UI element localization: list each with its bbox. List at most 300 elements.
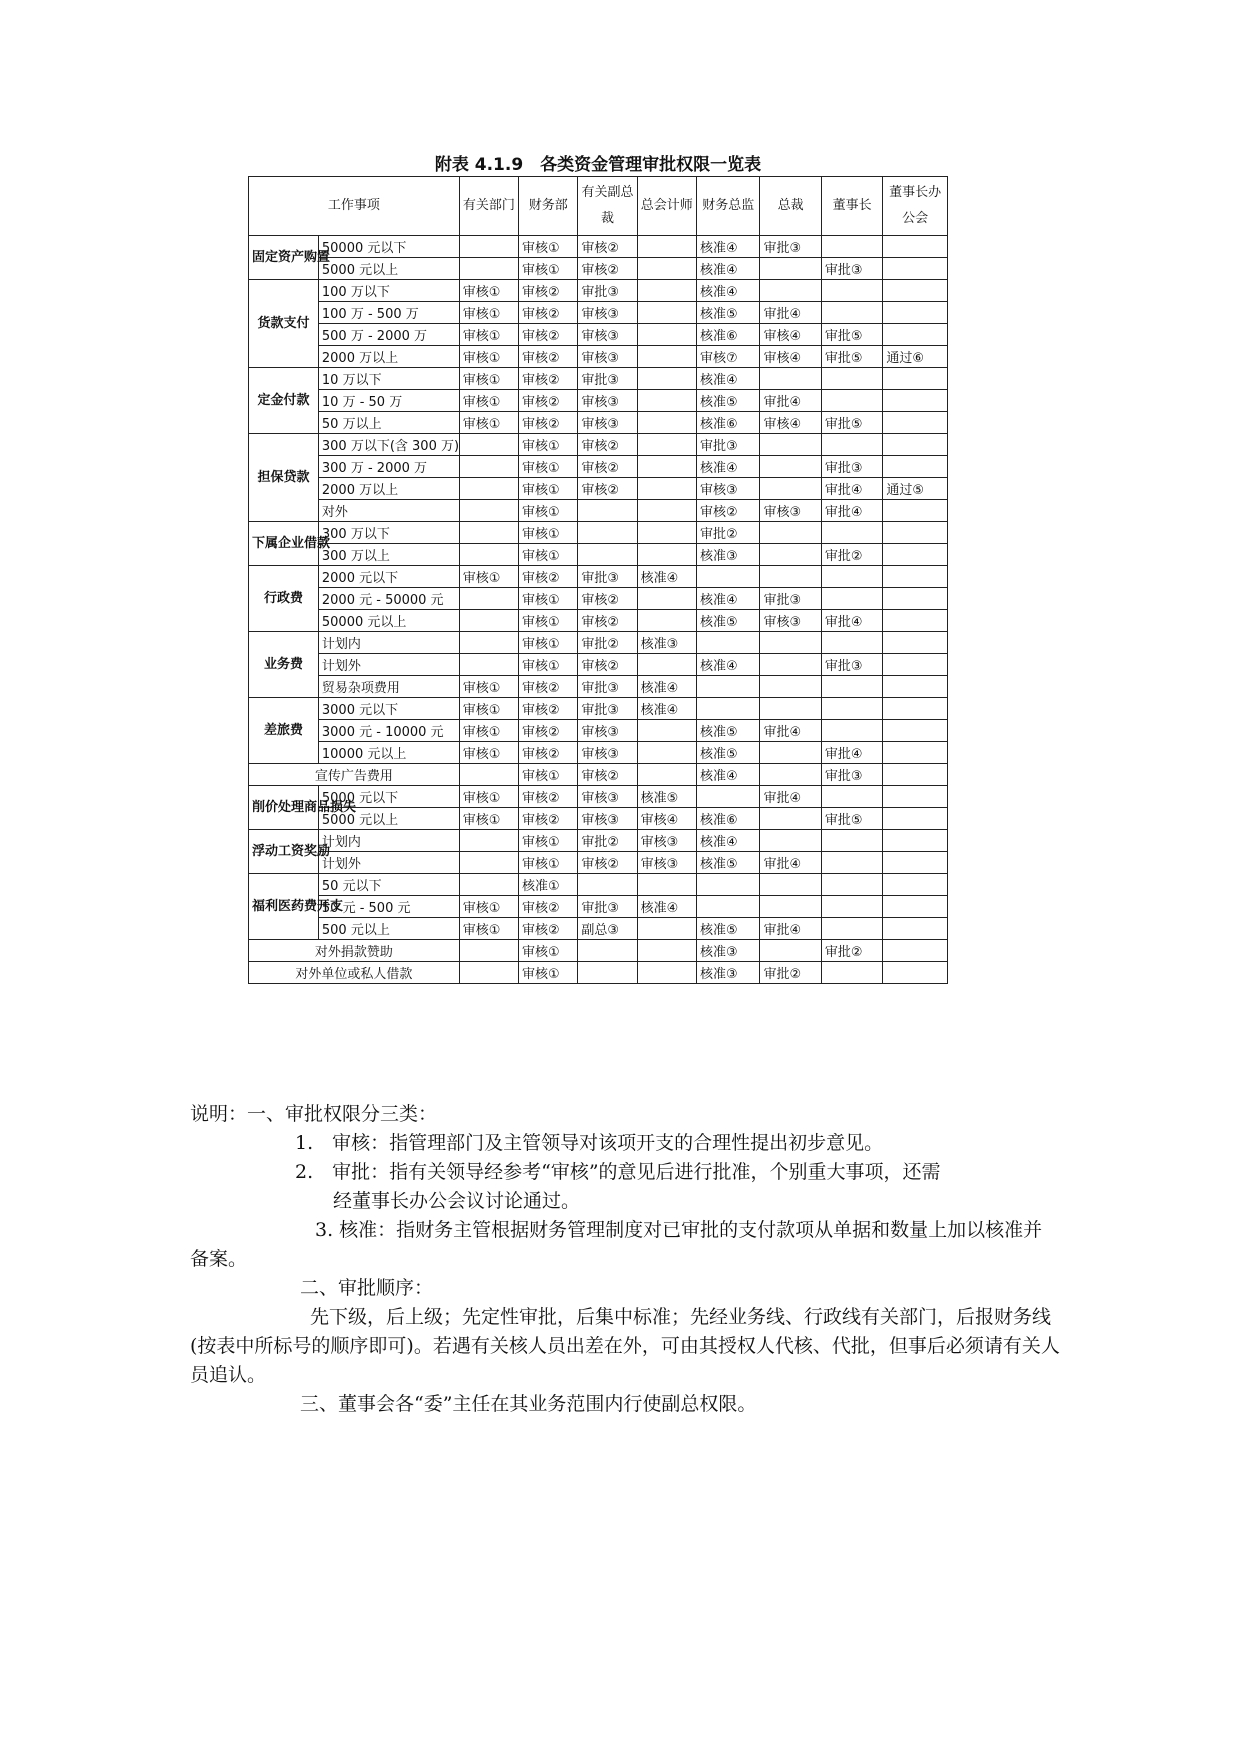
item-cell: 3000 元以下 [318, 698, 459, 720]
approval-cell [883, 368, 948, 390]
approval-cell: 核准③ [696, 962, 760, 984]
item-cell: 10 万以下 [318, 368, 459, 390]
table-row [249, 236, 948, 258]
approval-cell [459, 830, 518, 852]
approval-cell [637, 280, 696, 302]
approval-cell: 审批③ [578, 698, 637, 720]
approval-cell: 审核③ [637, 852, 696, 874]
approval-cell [821, 896, 882, 918]
item-cell: 5000 元以上 [318, 808, 459, 830]
approval-cell [883, 258, 948, 280]
approval-cell [696, 896, 760, 918]
approval-cell [696, 786, 760, 808]
approval-cell [760, 566, 821, 588]
approval-cell [883, 236, 948, 258]
approval-cell [883, 456, 948, 478]
item-cell: 100 万 - 500 万 [318, 302, 459, 324]
approval-cell: 审核② [519, 720, 578, 742]
approval-cell: 核准⑤ [637, 786, 696, 808]
approval-cell [883, 566, 948, 588]
item-cell: 50 万以上 [318, 412, 459, 434]
item-cell: 300 万以下(含 300 万) [318, 434, 459, 456]
table-row [249, 720, 948, 742]
approval-cell: 核准③ [637, 632, 696, 654]
table-row [249, 896, 948, 918]
approval-cell: 审批④ [821, 478, 882, 500]
approval-cell [459, 874, 518, 896]
approval-cell: 审核① [519, 544, 578, 566]
approval-cell: 审核② [519, 412, 578, 434]
approval-cell: 核准④ [696, 456, 760, 478]
approval-cell: 审核① [519, 456, 578, 478]
approval-cell: 审核③ [696, 478, 760, 500]
approval-cell: 核准⑥ [696, 808, 760, 830]
approval-cell: 审核② [519, 324, 578, 346]
approval-cell [821, 830, 882, 852]
approval-cell [883, 764, 948, 786]
approval-cell [821, 632, 882, 654]
approval-cell: 审核① [459, 786, 518, 808]
approval-cell: 审核② [519, 742, 578, 764]
item-cell: 10 万 - 50 万 [318, 390, 459, 412]
approval-cell: 审核② [578, 236, 637, 258]
approval-cell [821, 962, 882, 984]
approval-cell: 审核① [519, 940, 578, 962]
approval-cell [821, 522, 882, 544]
approval-cell [578, 522, 637, 544]
approval-cell: 审核② [578, 654, 637, 676]
table-row [249, 940, 948, 962]
item-cell: 100 万以下 [318, 280, 459, 302]
approval-cell [883, 500, 948, 522]
approval-cell: 核准④ [637, 566, 696, 588]
approval-cell [637, 324, 696, 346]
approval-cell: 审核② [519, 302, 578, 324]
category-cell: 业务费 [249, 632, 319, 698]
approval-cell [696, 874, 760, 896]
item-cell: 对外 [318, 500, 459, 522]
approval-cell [883, 698, 948, 720]
approval-cell [883, 720, 948, 742]
approval-cell [637, 478, 696, 500]
item-cell: 300 万以上 [318, 544, 459, 566]
row-label: 对外单位或私人借款 [249, 962, 460, 984]
approval-cell [883, 434, 948, 456]
approval-cell [637, 544, 696, 566]
approval-cell [821, 236, 882, 258]
item-cell: 300 万以下 [318, 522, 459, 544]
category-cell: 福利医药费开支 [249, 874, 319, 940]
approval-cell: 审核① [459, 390, 518, 412]
approval-cell [760, 654, 821, 676]
note-heading: 说明：一、审批权限分三类： [190, 1103, 438, 1125]
approval-cell [760, 522, 821, 544]
approval-cell [459, 478, 518, 500]
approval-cell: 核准⑤ [696, 852, 760, 874]
table-row [249, 368, 948, 390]
header-cell: 财务部 [519, 177, 578, 236]
approval-cell: 审核③ [578, 786, 637, 808]
approval-cell [637, 302, 696, 324]
approval-cell [883, 302, 948, 324]
approval-cell: 审核② [519, 896, 578, 918]
approval-cell: 审核③ [578, 808, 637, 830]
approval-cell [883, 610, 948, 632]
approval-authority-table [248, 176, 948, 984]
approval-cell: 审核② [578, 610, 637, 632]
approval-cell [821, 302, 882, 324]
approval-cell [821, 676, 882, 698]
approval-cell [760, 764, 821, 786]
item-cell: 10000 元以上 [318, 742, 459, 764]
approval-cell [821, 434, 882, 456]
table-row [249, 390, 948, 412]
header-cell: 工作事项 [249, 177, 460, 236]
approval-cell [637, 874, 696, 896]
approval-cell [696, 566, 760, 588]
approval-cell [760, 434, 821, 456]
approval-cell [883, 786, 948, 808]
approval-cell [760, 808, 821, 830]
item-cell: 50000 元以上 [318, 610, 459, 632]
approval-cell: 审核② [519, 390, 578, 412]
approval-cell: 审核② [519, 918, 578, 940]
approval-cell [883, 280, 948, 302]
item-cell: 计划内 [318, 830, 459, 852]
approval-cell [578, 500, 637, 522]
approval-cell: 审核④ [637, 808, 696, 830]
approval-cell [459, 456, 518, 478]
category-cell: 削价处理商品损失 [249, 786, 319, 830]
approval-cell: 审批② [578, 632, 637, 654]
header-cell: 有关部门 [459, 177, 518, 236]
table-row [249, 544, 948, 566]
item-cell: 2000 万以上 [318, 346, 459, 368]
approval-cell: 审批③ [821, 764, 882, 786]
approval-cell: 通过⑤ [883, 478, 948, 500]
approval-cell: 审核① [459, 412, 518, 434]
note-item: 3. 核准：指财务主管根据财务管理制度对已审批的支付款项从单据和数量上加以核准并备案。 [190, 1219, 1043, 1270]
approval-cell: 核准③ [696, 544, 760, 566]
header-cell: 财务总监 [696, 177, 760, 236]
table-row [249, 456, 948, 478]
approval-cell [637, 456, 696, 478]
approval-cell [760, 940, 821, 962]
approval-cell: 核准⑥ [696, 412, 760, 434]
category-cell: 固定资产购置 [249, 236, 319, 280]
header-cell: 董事长 [821, 177, 882, 236]
approval-cell [883, 654, 948, 676]
category-cell: 货款支付 [249, 280, 319, 368]
table-row [249, 852, 948, 874]
approval-cell [760, 698, 821, 720]
header-cell: 总裁 [760, 177, 821, 236]
approval-cell [760, 456, 821, 478]
table-row [249, 434, 948, 456]
note-item: 2. 审批：指有关领导经参考“审核”的意见后进行批准，个别重大事项，还需 [295, 1161, 941, 1183]
table-row [249, 478, 948, 500]
category-cell: 行政费 [249, 566, 319, 632]
approval-cell [821, 786, 882, 808]
approval-cell: 审核① [459, 566, 518, 588]
item-cell: 5000 元以上 [318, 258, 459, 280]
table-row [249, 742, 948, 764]
approval-cell: 审核③ [578, 742, 637, 764]
item-cell: 2000 元以下 [318, 566, 459, 588]
approval-cell [637, 918, 696, 940]
approval-cell: 核准④ [696, 764, 760, 786]
note-item: 经董事长办公会议讨论通过。 [333, 1190, 581, 1212]
item-cell: 500 万 - 2000 万 [318, 324, 459, 346]
approval-cell [637, 610, 696, 632]
row-label: 对外捐款赞助 [249, 940, 460, 962]
approval-cell: 审批② [578, 830, 637, 852]
approval-cell [821, 874, 882, 896]
approval-cell [760, 478, 821, 500]
approval-cell: 审核③ [578, 324, 637, 346]
table-row [249, 412, 948, 434]
approval-cell: 审批③ [821, 456, 882, 478]
approval-cell [578, 940, 637, 962]
approval-cell: 核准④ [637, 676, 696, 698]
table-row [249, 654, 948, 676]
approval-cell: 审核② [519, 566, 578, 588]
approval-cell: 审核① [459, 918, 518, 940]
table-row [249, 786, 948, 808]
approval-cell [459, 588, 518, 610]
approval-cell [578, 544, 637, 566]
approval-cell [883, 390, 948, 412]
table-row [249, 962, 948, 984]
approval-cell [637, 258, 696, 280]
approval-cell: 核准⑤ [696, 390, 760, 412]
approval-cell [883, 962, 948, 984]
approval-cell: 审批④ [821, 610, 882, 632]
table-row [249, 258, 948, 280]
approval-cell: 审核④ [760, 324, 821, 346]
approval-cell: 审批④ [821, 500, 882, 522]
approval-cell [637, 764, 696, 786]
approval-cell: 审批③ [578, 368, 637, 390]
approval-cell [821, 918, 882, 940]
approval-cell [760, 280, 821, 302]
approval-cell: 审批④ [760, 786, 821, 808]
approval-cell: 审核① [459, 346, 518, 368]
approval-cell: 审核① [519, 764, 578, 786]
approval-cell: 审核② [578, 258, 637, 280]
item-cell: 5000 元以下 [318, 786, 459, 808]
approval-cell: 通过⑥ [883, 346, 948, 368]
approval-cell: 审核① [519, 632, 578, 654]
approval-cell: 审批③ [760, 588, 821, 610]
approval-cell: 审核② [519, 368, 578, 390]
approval-cell: 核准④ [696, 258, 760, 280]
approval-cell: 副总③ [578, 918, 637, 940]
note-paragraph: 先下级，后上级；先定性审批，后集中标准；先经业务线、行政线有关部门，后报财务线(按表中所标号的顺序即可)。若遇有关核人员出差在外，可由其授权人代核、代批，但事后必须请有关人员追认。 [190, 1306, 1060, 1386]
approval-cell [637, 962, 696, 984]
header-cell: 总会计师 [637, 177, 696, 236]
approval-cell: 审核② [519, 786, 578, 808]
approval-cell: 审批⑤ [821, 346, 882, 368]
approval-cell: 审批④ [821, 742, 882, 764]
approval-cell: 审批③ [821, 654, 882, 676]
approval-cell [760, 632, 821, 654]
approval-cell [821, 698, 882, 720]
item-cell: 计划内 [318, 632, 459, 654]
item-cell: 贸易杂项费用 [318, 676, 459, 698]
approval-cell: 核准⑤ [696, 918, 760, 940]
approval-cell [760, 896, 821, 918]
approval-cell: 审核② [578, 478, 637, 500]
approval-cell [883, 940, 948, 962]
category-cell: 下属企业借款 [249, 522, 319, 566]
approval-cell: 审核② [519, 698, 578, 720]
table-row [249, 500, 948, 522]
approval-cell [459, 764, 518, 786]
approval-cell [883, 852, 948, 874]
approval-cell [760, 874, 821, 896]
approval-cell: 审核① [519, 830, 578, 852]
approval-cell [459, 852, 518, 874]
approval-cell: 审核① [519, 522, 578, 544]
approval-cell: 审批④ [760, 302, 821, 324]
approval-cell [883, 522, 948, 544]
approval-cell: 核准④ [696, 830, 760, 852]
approval-cell [637, 654, 696, 676]
approval-cell: 审核② [578, 764, 637, 786]
approval-cell: 核准④ [696, 368, 760, 390]
table-row [249, 324, 948, 346]
approval-cell: 核准④ [696, 236, 760, 258]
approval-cell: 审核① [519, 654, 578, 676]
note-heading: 三、董事会各“委”主任在其业务范围内行使副总权限。 [300, 1393, 757, 1415]
item-cell: 300 万 - 2000 万 [318, 456, 459, 478]
approval-cell: 审核③ [578, 720, 637, 742]
approval-cell [459, 434, 518, 456]
approval-cell: 审批③ [696, 434, 760, 456]
approval-cell [637, 390, 696, 412]
approval-cell [883, 896, 948, 918]
approval-cell: 审核③ [578, 302, 637, 324]
item-cell: 50 元 - 500 元 [318, 896, 459, 918]
approval-cell: 审批④ [760, 852, 821, 874]
approval-cell [459, 522, 518, 544]
approval-cell [578, 962, 637, 984]
approval-cell [637, 742, 696, 764]
approval-cell [821, 852, 882, 874]
approval-cell: 审批⑤ [821, 324, 882, 346]
approval-cell: 审批③ [578, 280, 637, 302]
table-row [249, 346, 948, 368]
approval-cell [883, 830, 948, 852]
approval-cell: 审核② [578, 456, 637, 478]
approval-cell [459, 236, 518, 258]
table-row [249, 874, 948, 896]
approval-cell [459, 962, 518, 984]
table-row [249, 698, 948, 720]
approval-cell [821, 566, 882, 588]
approval-cell: 核准④ [696, 280, 760, 302]
approval-cell [883, 544, 948, 566]
approval-cell: 审核① [459, 676, 518, 698]
approval-cell: 核准④ [696, 654, 760, 676]
approval-cell [883, 918, 948, 940]
approval-cell: 审核② [519, 676, 578, 698]
approval-cell: 审批④ [760, 918, 821, 940]
approval-cell: 核准⑤ [696, 742, 760, 764]
approval-cell: 核准① [519, 874, 578, 896]
approval-cell [637, 368, 696, 390]
approval-cell: 审核① [519, 852, 578, 874]
note-item: 1. 审核：指管理部门及主管领导对该项开支的合理性提出初步意见。 [295, 1132, 884, 1154]
approval-cell [883, 324, 948, 346]
approval-cell: 审核① [519, 434, 578, 456]
approval-cell: 审批② [760, 962, 821, 984]
approval-cell [637, 346, 696, 368]
approval-cell [883, 742, 948, 764]
approval-cell [637, 434, 696, 456]
table-row [249, 588, 948, 610]
item-cell: 计划外 [318, 654, 459, 676]
approval-cell [760, 830, 821, 852]
approval-cell: 审核① [459, 808, 518, 830]
approval-cell: 审核① [459, 896, 518, 918]
approval-cell [696, 632, 760, 654]
approval-cell: 审核① [459, 302, 518, 324]
approval-cell: 审批⑤ [821, 808, 882, 830]
approval-cell: 审核② [578, 588, 637, 610]
approval-cell: 审批② [821, 940, 882, 962]
approval-cell: 审核③ [578, 346, 637, 368]
approval-cell: 核准③ [696, 940, 760, 962]
approval-cell: 审核③ [578, 412, 637, 434]
approval-cell [637, 236, 696, 258]
row-label: 宣传广告费用 [249, 764, 460, 786]
approval-cell: 审核② [578, 852, 637, 874]
header-cell: 董事长办公会 [883, 177, 948, 236]
table-title: 附表 4.1.9 各类资金管理审批权限一览表 [434, 155, 762, 175]
approval-cell [821, 368, 882, 390]
approval-cell [821, 588, 882, 610]
approval-cell: 审核② [519, 346, 578, 368]
approval-cell: 审核① [519, 478, 578, 500]
item-cell: 3000 元 - 10000 元 [318, 720, 459, 742]
item-cell: 50 元以下 [318, 874, 459, 896]
table-row [249, 522, 948, 544]
approval-cell: 核准④ [637, 698, 696, 720]
approval-cell: 审批② [821, 544, 882, 566]
approval-cell: 审核① [519, 962, 578, 984]
table-row [249, 830, 948, 852]
approval-cell [459, 632, 518, 654]
approval-cell [821, 280, 882, 302]
approval-cell: 审核③ [760, 610, 821, 632]
approval-cell: 审核② [578, 434, 637, 456]
approval-cell: 审批④ [760, 720, 821, 742]
approval-cell [637, 940, 696, 962]
approval-cell [459, 258, 518, 280]
approval-cell [637, 522, 696, 544]
category-cell: 担保贷款 [249, 434, 319, 522]
approval-cell [459, 940, 518, 962]
approval-cell [883, 808, 948, 830]
item-cell: 500 元以上 [318, 918, 459, 940]
approval-cell [459, 610, 518, 632]
approval-cell: 审核① [459, 280, 518, 302]
notes-section [190, 1100, 1060, 1419]
approval-cell [459, 654, 518, 676]
approval-cell [637, 412, 696, 434]
